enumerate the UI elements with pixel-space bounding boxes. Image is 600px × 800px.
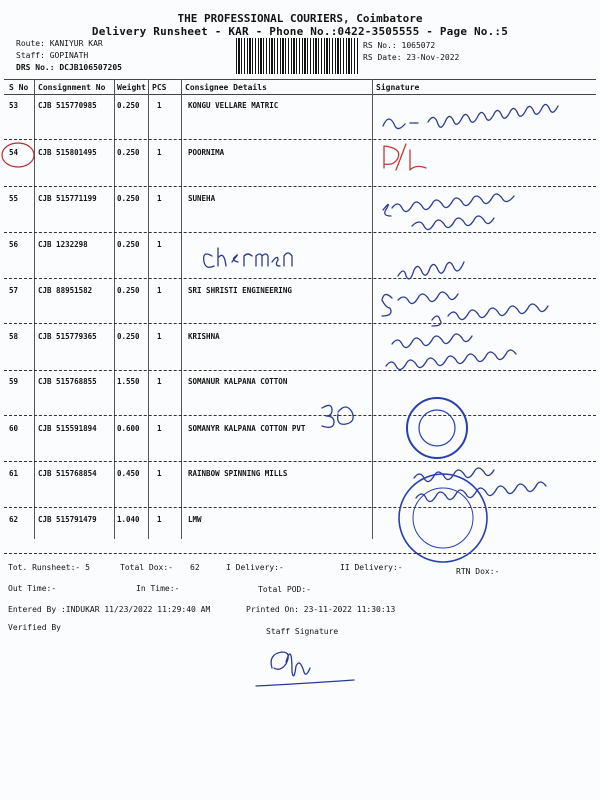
total-dox-label: Total Dox:- — [120, 563, 173, 572]
signature-row-60 — [322, 405, 353, 427]
row-weight: 1.550 — [117, 377, 140, 386]
total-pod-label: Total POD:- — [258, 585, 311, 594]
row-consignment: CJB 88951582 — [38, 286, 93, 295]
row-sno: 55 — [9, 194, 19, 203]
col-signature: Signature — [376, 83, 420, 92]
row-consignment: CJB 515768854 — [38, 469, 97, 478]
row-consignee: SOMANUR KALPANA COTTON — [188, 377, 288, 386]
route-label: Route: KANIYUR KAR — [16, 39, 103, 48]
row-consignment: CJB 515791479 — [38, 515, 97, 524]
tot-runsheet: Tot. Runsheet:- 5 — [8, 563, 90, 572]
row-pcs: 1 — [157, 332, 162, 341]
row-consignee: LMW — [188, 515, 202, 524]
row-pcs: 1 — [157, 148, 162, 157]
entered-by: Entered By :INDUKAR 11/23/2022 11:29:40 AM — [8, 605, 211, 614]
row-weight: 0.250 — [117, 240, 140, 249]
row-pcs: 1 — [157, 286, 162, 295]
row-sno: 60 — [9, 424, 19, 433]
circle-mark — [2, 143, 34, 167]
row-weight: 0.250 — [117, 101, 140, 110]
in-time-label: In Time:- — [136, 584, 180, 593]
row-consignment: CJB 1232298 — [38, 240, 88, 249]
runsheet-subtitle: Delivery Runsheet - KAR - Phone No.:0422-3505555 - Page No.:5 — [91, 25, 509, 38]
col-consignee: Consignee Details — [185, 83, 267, 92]
signature-row-57 — [382, 292, 548, 326]
i-delivery-label: I Delivery:- — [226, 563, 284, 572]
staff-label: Staff: GOPINATH — [16, 51, 89, 60]
row-pcs: 1 — [157, 424, 162, 433]
row-pcs: 1 — [157, 101, 162, 110]
row-weight: 0.250 — [117, 194, 140, 203]
drs-number: DRS No.: DCJB106507205 — [16, 63, 122, 72]
signature-row-61 — [414, 468, 546, 502]
row-consignment: CJB 515591894 — [38, 424, 97, 433]
row-consignee: RAINBOW SPINNING MILLS — [188, 469, 288, 478]
row-consignee: SOMANYR KALPANA COTTON PVT — [188, 424, 306, 433]
row-consignee: SRI SHRISTI ENGINEERING — [188, 286, 292, 295]
row-sno: 58 — [9, 332, 19, 341]
signature-row-56 — [204, 248, 464, 279]
signature-row-53 — [383, 104, 558, 128]
row-pcs: 1 — [157, 469, 162, 478]
col-pcs: PCS — [152, 83, 167, 92]
row-weight: 0.450 — [117, 469, 140, 478]
col-sno: S No — [9, 83, 29, 92]
rtn-dox-label: RTN Dox:- — [456, 567, 500, 576]
row-pcs: 1 — [157, 194, 162, 203]
col-weight: Weight — [117, 83, 146, 92]
company-title: THE PROFESSIONAL COURIERS, Coimbatore — [177, 12, 423, 25]
col-consignment: Consignment No — [38, 83, 106, 92]
row-consignment: CJB 515770985 — [38, 101, 97, 110]
row-consignee: KRISHNA — [188, 332, 220, 341]
rs-date: RS Date: 23-Nov-2022 — [363, 53, 460, 62]
signature-row-54 — [384, 144, 426, 170]
row-sno: 59 — [9, 377, 19, 386]
signature-row-55 — [383, 194, 514, 230]
signature-row-58 — [386, 334, 516, 370]
row-consignment: CJB 515771199 — [38, 194, 97, 203]
row-consignee: POORNIMA — [188, 148, 225, 157]
total-dox-value: 62 — [190, 563, 200, 572]
row-consignment: CJB 515768855 — [38, 377, 97, 386]
row-weight: 0.600 — [117, 424, 140, 433]
rs-number: RS No.: 1065072 — [363, 41, 436, 50]
row-sno: 53 — [9, 101, 19, 110]
row-pcs: 1 — [157, 240, 162, 249]
ii-delivery-label: II Delivery:- — [340, 563, 403, 572]
company-stamp — [407, 398, 467, 458]
row-sno: 56 — [9, 240, 19, 249]
row-weight: 1.040 — [117, 515, 140, 524]
row-consignee: KONGU VELLARE MATRIC — [188, 101, 279, 110]
row-consignment: CJB 515779365 — [38, 332, 97, 341]
staff-signature-label: Staff Signature — [266, 627, 339, 636]
row-weight: 0.250 — [117, 148, 140, 157]
row-weight: 0.250 — [117, 286, 140, 295]
printed-on: Printed On: 23-11-2022 11:30:13 — [246, 605, 396, 614]
row-sno: 57 — [9, 286, 19, 295]
out-time-label: Out Time:- — [8, 584, 57, 593]
row-consignee: SUNEHA — [188, 194, 216, 203]
row-sno: 61 — [9, 469, 19, 478]
row-pcs: 1 — [157, 377, 162, 386]
row-weight: 0.250 — [117, 332, 140, 341]
lakshmi-stamp — [399, 474, 487, 562]
row-consignment: CJB 515801495 — [38, 148, 97, 157]
staff-signature — [256, 652, 354, 686]
row-sno: 54 — [9, 148, 19, 157]
verified-by: Verified By — [8, 623, 61, 632]
row-pcs: 1 — [157, 515, 162, 524]
row-sno: 62 — [9, 515, 19, 524]
